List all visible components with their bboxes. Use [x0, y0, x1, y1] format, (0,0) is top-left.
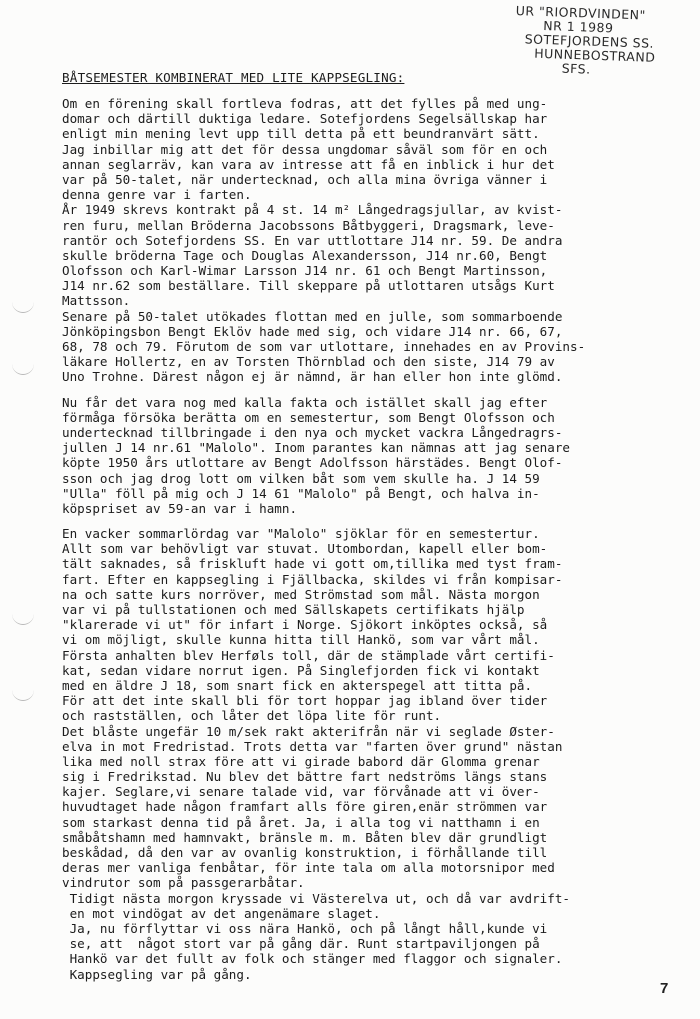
- page-number: 7: [660, 980, 669, 997]
- text-line: Kappsegling var på gång.: [62, 966, 252, 982]
- text-line: "klarerade vi ut" för infart i Norge. Sjökort inköptes också, så: [62, 617, 548, 633]
- text-line: köpte 1950 års utlottare av Bengt Adolfsson härstädes. Bengt Olof-: [62, 455, 563, 471]
- handnote-line: SOTEFJORDENS SS.: [524, 31, 655, 51]
- text-line: småbåtshamn med hamnvakt, bränsle m. m. Båten blev där grundligt: [62, 829, 548, 845]
- article-body: [62, 96, 642, 982]
- text-line: skulle bröderna Tage och Douglas Alexandersson, J14 nr.60, Bengt: [62, 247, 548, 263]
- text-line: En vacker sommarlördag var "Malolo" sjöklar för en semestertur.: [62, 526, 540, 542]
- text-line: denna genre var i farten.: [62, 187, 252, 203]
- text-line: huvudtaget hade någon framfart alls före giren,enär strömmen var: [62, 799, 548, 815]
- text-line: Tidigt nästa morgon kryssade vi Västerelva ut, och då var avdrift-: [62, 890, 570, 906]
- text-line: och rastställen, och låter det löpa lite för runt.: [62, 708, 442, 724]
- text-line: en mot vindögat av det angenämare slaget.: [62, 905, 381, 921]
- text-line: sson och jag drog lott om vilken båt som vem skulle ha. J 14 59: [62, 470, 540, 486]
- paragraph-gap: [62, 516, 642, 526]
- text-line: Senare på 50-talet utökades flottan med en julle, som sommarboende: [62, 308, 563, 324]
- text-line: domar och därtill duktiga ledare. Sotefjordens Segelsällskap har: [62, 111, 548, 127]
- text-line: Olofsson och Karl-Wimar Larsson J14 nr. 61 och Bengt Martinsson,: [62, 263, 548, 279]
- text-line: kajer. Seglare,vi senare talade vid, var förvånade att vi över-: [62, 784, 540, 800]
- text-line: annan seglarräv, kan vara av intresse att få en inblick i hur det: [62, 156, 555, 172]
- text-line: lika med noll strax före att vi girade babord där Glomma grenar: [62, 753, 540, 769]
- article-title: BÅTSEMESTER KOMBINERAT MED LITE KAPPSEGLING:: [62, 70, 405, 85]
- text-line: Hankö var det fullt av folk och stänger med flaggor och signaler.: [62, 951, 563, 967]
- text-line: Ja, nu förflyttar vi oss nära Hankö, och på långt håll,kunde vi: [62, 920, 548, 936]
- paragraph: [62, 526, 642, 982]
- paragraph-gap: [62, 385, 642, 395]
- text-line: med en äldre J 18, som snart fick en akterspegel att titta på.: [62, 677, 533, 693]
- text-line: Mattsson.: [62, 293, 131, 309]
- text-line: se, att något stort var på gång där. Runt startpaviljongen på: [62, 936, 540, 952]
- punch-hole-mark: [12, 614, 34, 625]
- text-line: jullen J 14 nr.61 "Malolo". Inom parantes kan nämnas att jag senare: [62, 440, 570, 456]
- text-line: Om en förening skall fortleva fodras, att det fylles på med ung-: [62, 96, 548, 111]
- paragraph: [62, 395, 642, 517]
- text-line: Det blåste ungefär 10 m/sek rakt akterifrån när vi seglade Øster-: [62, 723, 555, 739]
- handnote-line: HUNNEBOSTRAND: [534, 45, 656, 65]
- text-line: J14 nr.62 som beställare. Till skeppare på utlottaren utsågs Kurt: [62, 278, 555, 294]
- text-line: Jag inbillar mig att det för dessa ungdomar såväl som för en och: [62, 141, 548, 157]
- text-line: elva in mot Fredristad. Trots detta var "farten över grund" nästan: [62, 738, 563, 754]
- text-line: fart. Efter en kappsegling i Fjällbacka, skildes vi från kompisar-: [62, 571, 563, 587]
- punch-hole-mark: [12, 364, 34, 375]
- text-line: tält saknades, så friskluft hade vi gott om,tillika med tyst fram-: [62, 556, 563, 572]
- text-line: För att det inte skall bli för tort hoppar jag ibland över tider: [62, 693, 548, 709]
- text-line: läkare Hollertz, en av Torsten Thörnblad och den siste, J14 79 av: [62, 354, 555, 370]
- handwritten-source-note: [514, 4, 696, 80]
- handnote-line: SFS.: [561, 60, 591, 77]
- text-line: var på 50-talet, när undertecknad, och alla mina övriga vänner i: [62, 171, 548, 187]
- text-line: undertecknad tillbringade i den nya och mycket vackra Långedragrs-: [62, 424, 563, 440]
- handnote-line: NR 1 1989: [543, 17, 614, 36]
- text-line: Första anhalten blev Herføls toll, där de stämplade vårt certifi-: [62, 647, 555, 663]
- punch-hole-mark: [12, 302, 34, 313]
- text-line: vi om möjligt, skulle kunna hitta till Hankö, som var vårt mål.: [62, 632, 540, 648]
- text-line: enligt min mening levt upp till detta på ett beundranvärt sätt.: [62, 126, 540, 142]
- text-line: förmåga försöka berätta om en semestertur, som Bengt Olofsson och: [62, 409, 555, 425]
- text-line: Uno Trohne. Därest någon ej är nämnd, är han eller hon inte glömd.: [62, 369, 563, 385]
- text-line: deras mer vanliga fenbåtar, för inte tala om alla motorsnipor med: [62, 860, 555, 876]
- text-line: 68, 78 och 79. Förutom de som var utlottare, innehades en av Provins-: [62, 339, 586, 354]
- text-line: beskådad, då den var av ovanlig konstruktion, i förhållande till: [62, 845, 548, 860]
- text-line: rantör och Sotefjordens SS. En var uttlottare J14 nr. 59. De andra: [62, 232, 563, 248]
- text-line: var vi på tullstationen och med Sällskapets certifikats hjälp: [62, 602, 525, 617]
- text-line: köpspriset av 59-an var i hamn.: [62, 500, 298, 516]
- text-line: na och satte kurs norröver, med Strömstad som mål. Nästa morgon: [62, 586, 540, 602]
- text-line: ren furu, mellan Bröderna Jacobssons Båtbyggeri, Dragsmark, leve-: [62, 217, 555, 233]
- text-line: som starkast denna tid på året. Ja, i alla tog vi natthamn i en: [62, 814, 540, 830]
- text-line: vindrutor som på passgerarbåtar.: [62, 875, 305, 891]
- text-line: sig i Fredrikstad. Nu blev det bättre fart nedströms längs stans: [62, 769, 548, 785]
- handnote-line: UR "RIORDVINDEN": [515, 3, 647, 23]
- text-line: kat, sedan vidare norrut igen. På Singlefjorden fick vi kontakt: [62, 662, 540, 678]
- text-line: Allt som var behövligt var stuvat. Utombordan, kapell eller bom-: [62, 541, 548, 557]
- text-line: "Ulla" föll på mig och J 14 61 "Malolo" på Bengt, och halva in-: [62, 485, 540, 501]
- text-line: Jönköpingsbon Bengt Eklöv hade med sig, och vidare J14 nr. 66, 67,: [62, 323, 563, 339]
- text-line: År 1949 skrevs kontrakt på 4 st. 14 m² Långedragsjullar, av kvist-: [62, 202, 563, 218]
- paragraph: [62, 96, 642, 385]
- text-line: Nu får det vara nog med kalla fakta och istället skall jag efter: [62, 394, 548, 410]
- punch-hole-mark: [12, 690, 34, 701]
